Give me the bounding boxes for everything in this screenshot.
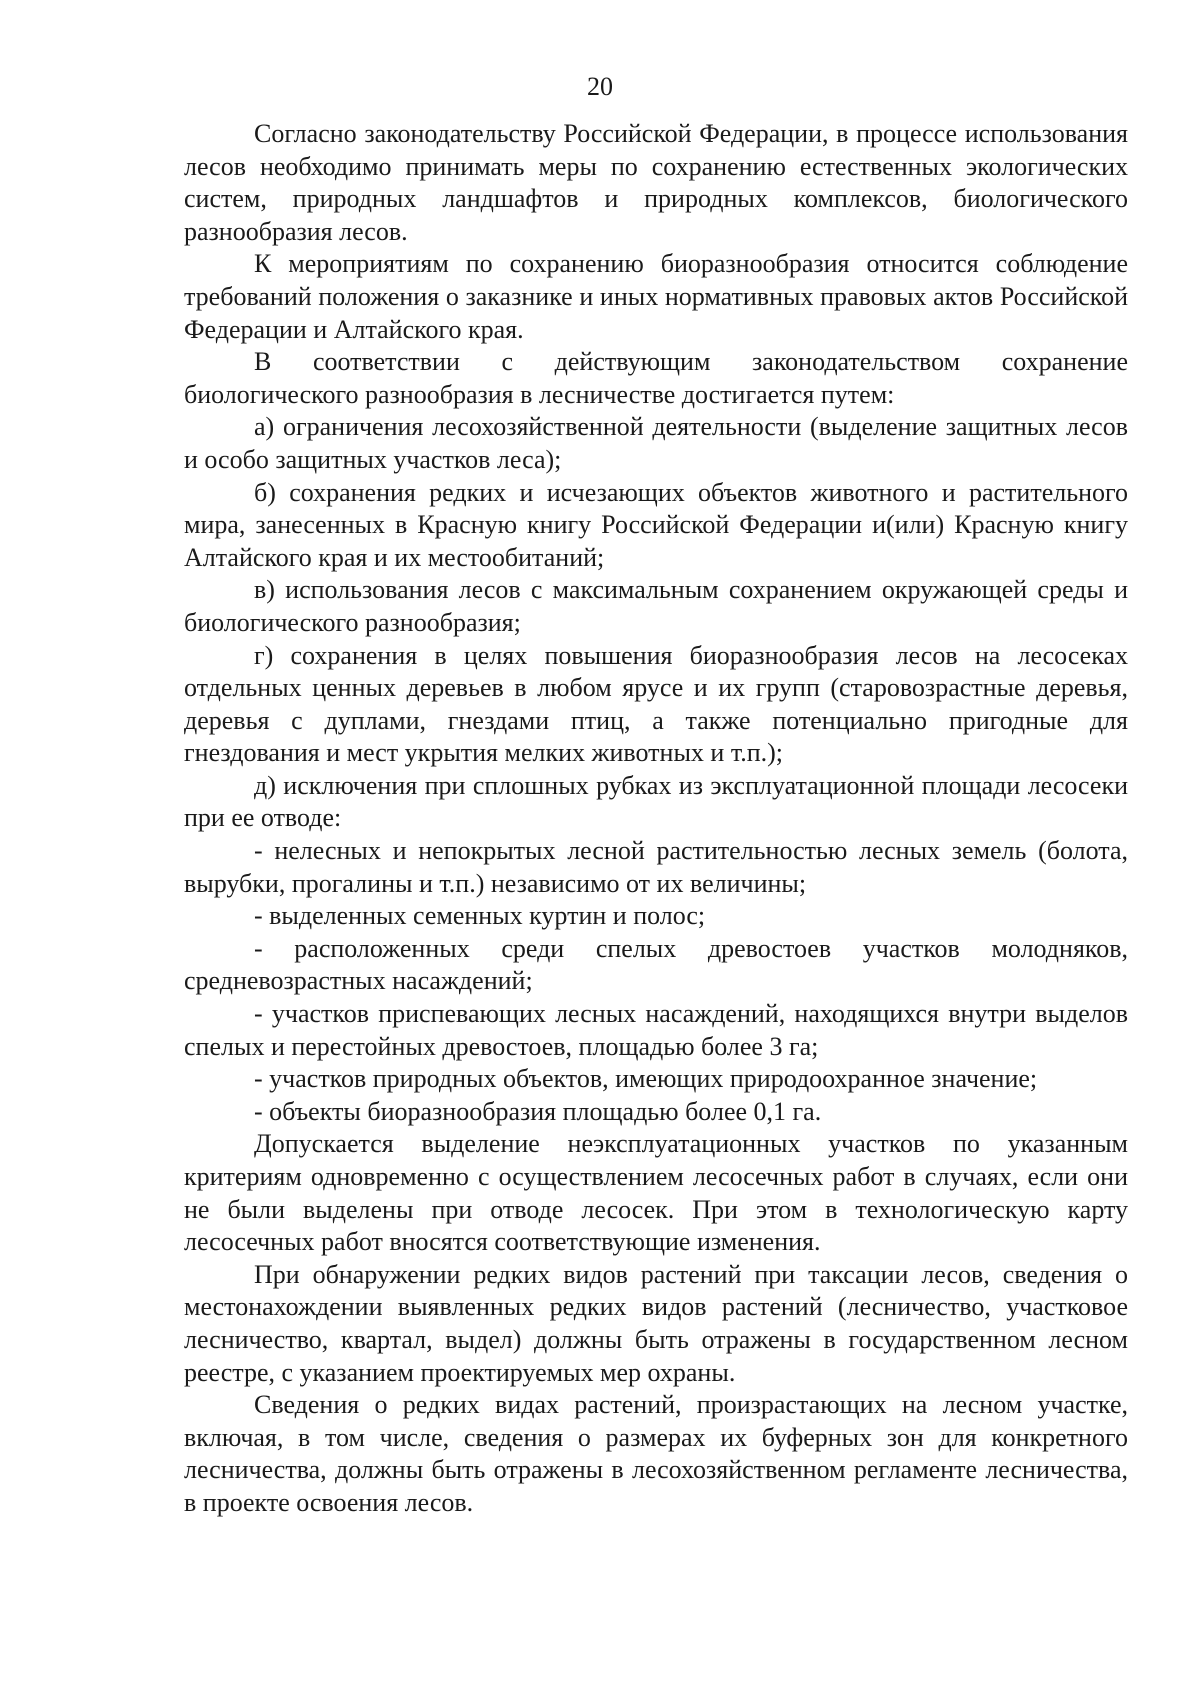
dash-item-young-stands: - расположенных среди спелых древостоев участков молодняков, средневозрастных насаждений; — [184, 933, 1128, 996]
list-item-g: г) сохранения в целях повышения биоразнообразия лесов на лесосеках отдельных ценных деревьев в любом ярусе и их групп (старовозрастные деревья, деревья с дуплами, гнездами птиц, а также потенциально пригодные для гнездования и мест укрытия мелких животных и т.п.); — [184, 640, 1128, 768]
dash-item-nonforest-lands: - нелесных и непокрытых лесной растительностью лесных земель (болота, вырубки, прогалины и т.п.) независимо от их величины; — [184, 836, 1128, 898]
dash-item-maturing-stands: - участков приспевающих лесных насаждений, находящихся внутри выделов спелых и перестойных древостоев, площадью более 3 га; — [184, 999, 1128, 1061]
document-body — [184, 118, 1128, 1520]
paragraph-biodiversity-measures: К мероприятиям по сохранению биоразнообразия относится соблюдение требований положения о заказнике и иных нормативных правовых актов Российской Федерации и Алтайского края. — [184, 249, 1128, 344]
paragraph-nonoperational-areas: Допускается выделение неэксплуатационных участков по указанным критериям одновременно с осуществлением лесосечных работ в случаях, если они не были выделены при отводе лесосек. При этом в технологическую карту лесосечных работ вносятся соответствующие изменения. — [184, 1129, 1128, 1257]
list-item-d: д) исключения при сплошных рубках из эксплуатационной площади лесосеки при ее отводе: — [184, 770, 1128, 833]
list-item-b: б) сохранения редких и исчезающих объектов животного и растительного мира, занесенных в Красную книгу Российской Федерации и(или) Красную книгу Алтайского края и их местообитаний; — [184, 477, 1128, 572]
list-item-a: а) ограничения лесохозяйственной деятельности (выделение защитных лесов и особо защитных участков леса); — [184, 412, 1128, 474]
dash-item-seed-clusters: - выделенных семенных куртин и полос; — [254, 901, 706, 931]
paragraph-legislation: Согласно законодательству Российской Федерации, в процессе использования лесов необходимо принимать меры по сохранению естественных экологических систем, природных ландшафтов и природных комплексов, биологического разнообразия лесов. — [184, 119, 1128, 246]
paragraph-rare-plants-info: Сведения о редких видах растений, произрастающих на лесном участке, включая, в том числе, сведения о размерах их буферных зон для конкретного лесничества, должны быть отражены в лесохозяйственном регламенте лесничества, в проекте освоения лесов. — [184, 1390, 1128, 1517]
list-item-v: в) использования лесов с максимальным сохранением окружающей среды и биологического разнообразия; — [184, 575, 1128, 637]
dash-item-natural-objects: - участков природных объектов, имеющих природоохранное значение; — [254, 1064, 1038, 1094]
paragraph-rare-plants-detection: При обнаружении редких видов растений при таксации лесов, сведения о местонахождении выявленных редких видов растений (лесничество, участковое лесничество, квартал, выдел) должны быть отражены в государственном лесном реестре, с указанием проектируемых мер охраны. — [184, 1259, 1128, 1387]
page-number: 20 — [587, 72, 613, 101]
paragraph-conservation-means: В соответствии с действующим законодательством сохранение биологического разнообразия в лесничестве достигается путем: — [184, 347, 1128, 409]
dash-item-biodiversity-objects: - объекты биоразнообразия площадью более 0,1 га. — [254, 1096, 822, 1126]
